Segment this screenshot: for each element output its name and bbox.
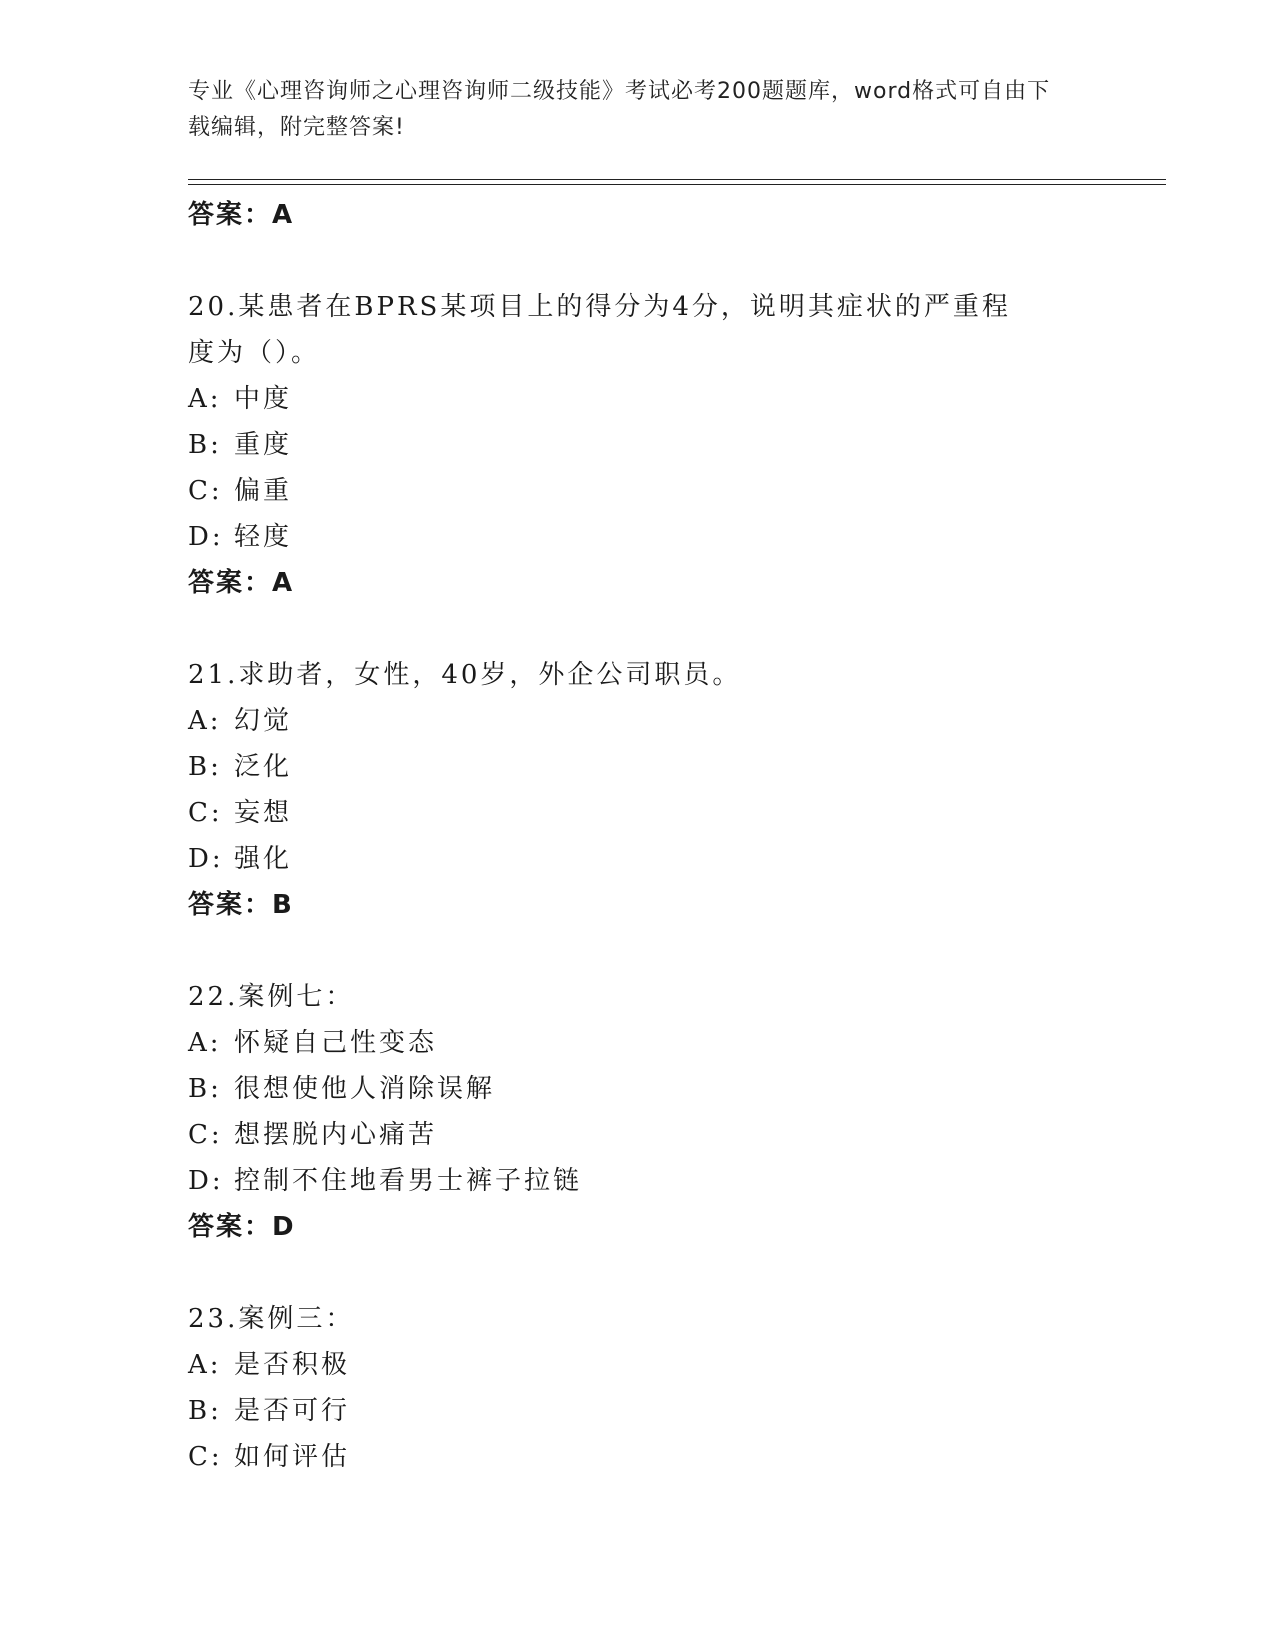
option-letter: B: xyxy=(188,1396,222,1426)
option-letter: A: xyxy=(188,1028,222,1058)
option-22-b[interactable] xyxy=(188,1066,1088,1112)
option-letter: C: xyxy=(188,1120,223,1150)
option-23-b[interactable] xyxy=(188,1388,1088,1434)
answer-19: 答案：A xyxy=(188,200,295,230)
option-22-c[interactable] xyxy=(188,1112,1088,1158)
answer-21: 答案：B xyxy=(188,890,294,920)
question-block-23 xyxy=(188,1296,1088,1480)
option-21-b[interactable] xyxy=(188,744,1088,790)
spacer xyxy=(188,606,1088,652)
option-20-c[interactable] xyxy=(188,468,1088,514)
option-text: 妄想 xyxy=(234,798,293,828)
option-letter: D: xyxy=(188,844,224,874)
option-21-c[interactable] xyxy=(188,790,1088,836)
option-21-a[interactable] xyxy=(188,698,1088,744)
option-letter: A: xyxy=(188,1350,222,1380)
option-22-d[interactable] xyxy=(188,1158,1088,1204)
option-letter: B: xyxy=(188,430,222,460)
question-23-text: 23.案例三： xyxy=(188,1304,355,1334)
option-22-a[interactable] xyxy=(188,1020,1088,1066)
option-21-d[interactable] xyxy=(188,836,1088,882)
option-text: 幻觉 xyxy=(234,706,293,736)
option-text: 重度 xyxy=(234,430,293,460)
spacer xyxy=(188,1250,1088,1296)
question-block-22 xyxy=(188,974,1088,1250)
option-letter: D: xyxy=(188,1166,224,1196)
option-23-c[interactable] xyxy=(188,1434,1088,1480)
option-text: 偏重 xyxy=(234,476,293,506)
option-text: 想摆脱内心痛苦 xyxy=(234,1120,438,1150)
option-text: 中度 xyxy=(234,384,293,414)
option-letter: D: xyxy=(188,522,224,552)
option-20-d[interactable] xyxy=(188,514,1088,560)
question-block-21 xyxy=(188,652,1088,928)
option-letter: A: xyxy=(188,384,222,414)
option-letter: C: xyxy=(188,798,223,828)
answer-20: 答案：A xyxy=(188,568,295,598)
option-text: 是否积极 xyxy=(234,1350,351,1380)
option-letter: B: xyxy=(188,1074,222,1104)
option-20-b[interactable] xyxy=(188,422,1088,468)
question-list xyxy=(188,192,1088,1480)
spacer xyxy=(188,928,1088,974)
header-rule-top xyxy=(188,179,1166,180)
option-text: 如何评估 xyxy=(234,1442,351,1472)
spacer xyxy=(188,238,1088,284)
page-header: 专业《心理咨询师之心理咨询师二级技能》考试必考200题题库，word格式可自由下载编辑，附完整答案! xyxy=(188,79,1051,140)
question-22-text: 22.案例七： xyxy=(188,982,355,1012)
option-text: 是否可行 xyxy=(234,1396,351,1426)
option-letter: C: xyxy=(188,1442,223,1472)
option-23-a[interactable] xyxy=(188,1342,1088,1388)
question-block-20 xyxy=(188,284,1088,606)
answer-22: 答案：D xyxy=(188,1212,296,1242)
option-text: 泛化 xyxy=(234,752,293,782)
question-20-text: 20.某患者在BPRS某项目上的得分为4分，说明其症状的严重程度为（）。 xyxy=(188,292,1011,368)
option-letter: B: xyxy=(188,752,222,782)
header-rule-bottom xyxy=(188,184,1166,185)
option-text: 强化 xyxy=(234,844,293,874)
question-21-text: 21.求助者，女性，40岁，外企公司职员。 xyxy=(188,660,742,690)
option-text: 轻度 xyxy=(234,522,293,552)
option-text: 控制不住地看男士裤子拉链 xyxy=(234,1166,583,1196)
option-letter: A: xyxy=(188,706,222,736)
option-text: 怀疑自己性变态 xyxy=(234,1028,438,1058)
option-letter: C: xyxy=(188,476,223,506)
option-text: 很想使他人消除误解 xyxy=(234,1074,496,1104)
option-20-a[interactable] xyxy=(188,376,1088,422)
